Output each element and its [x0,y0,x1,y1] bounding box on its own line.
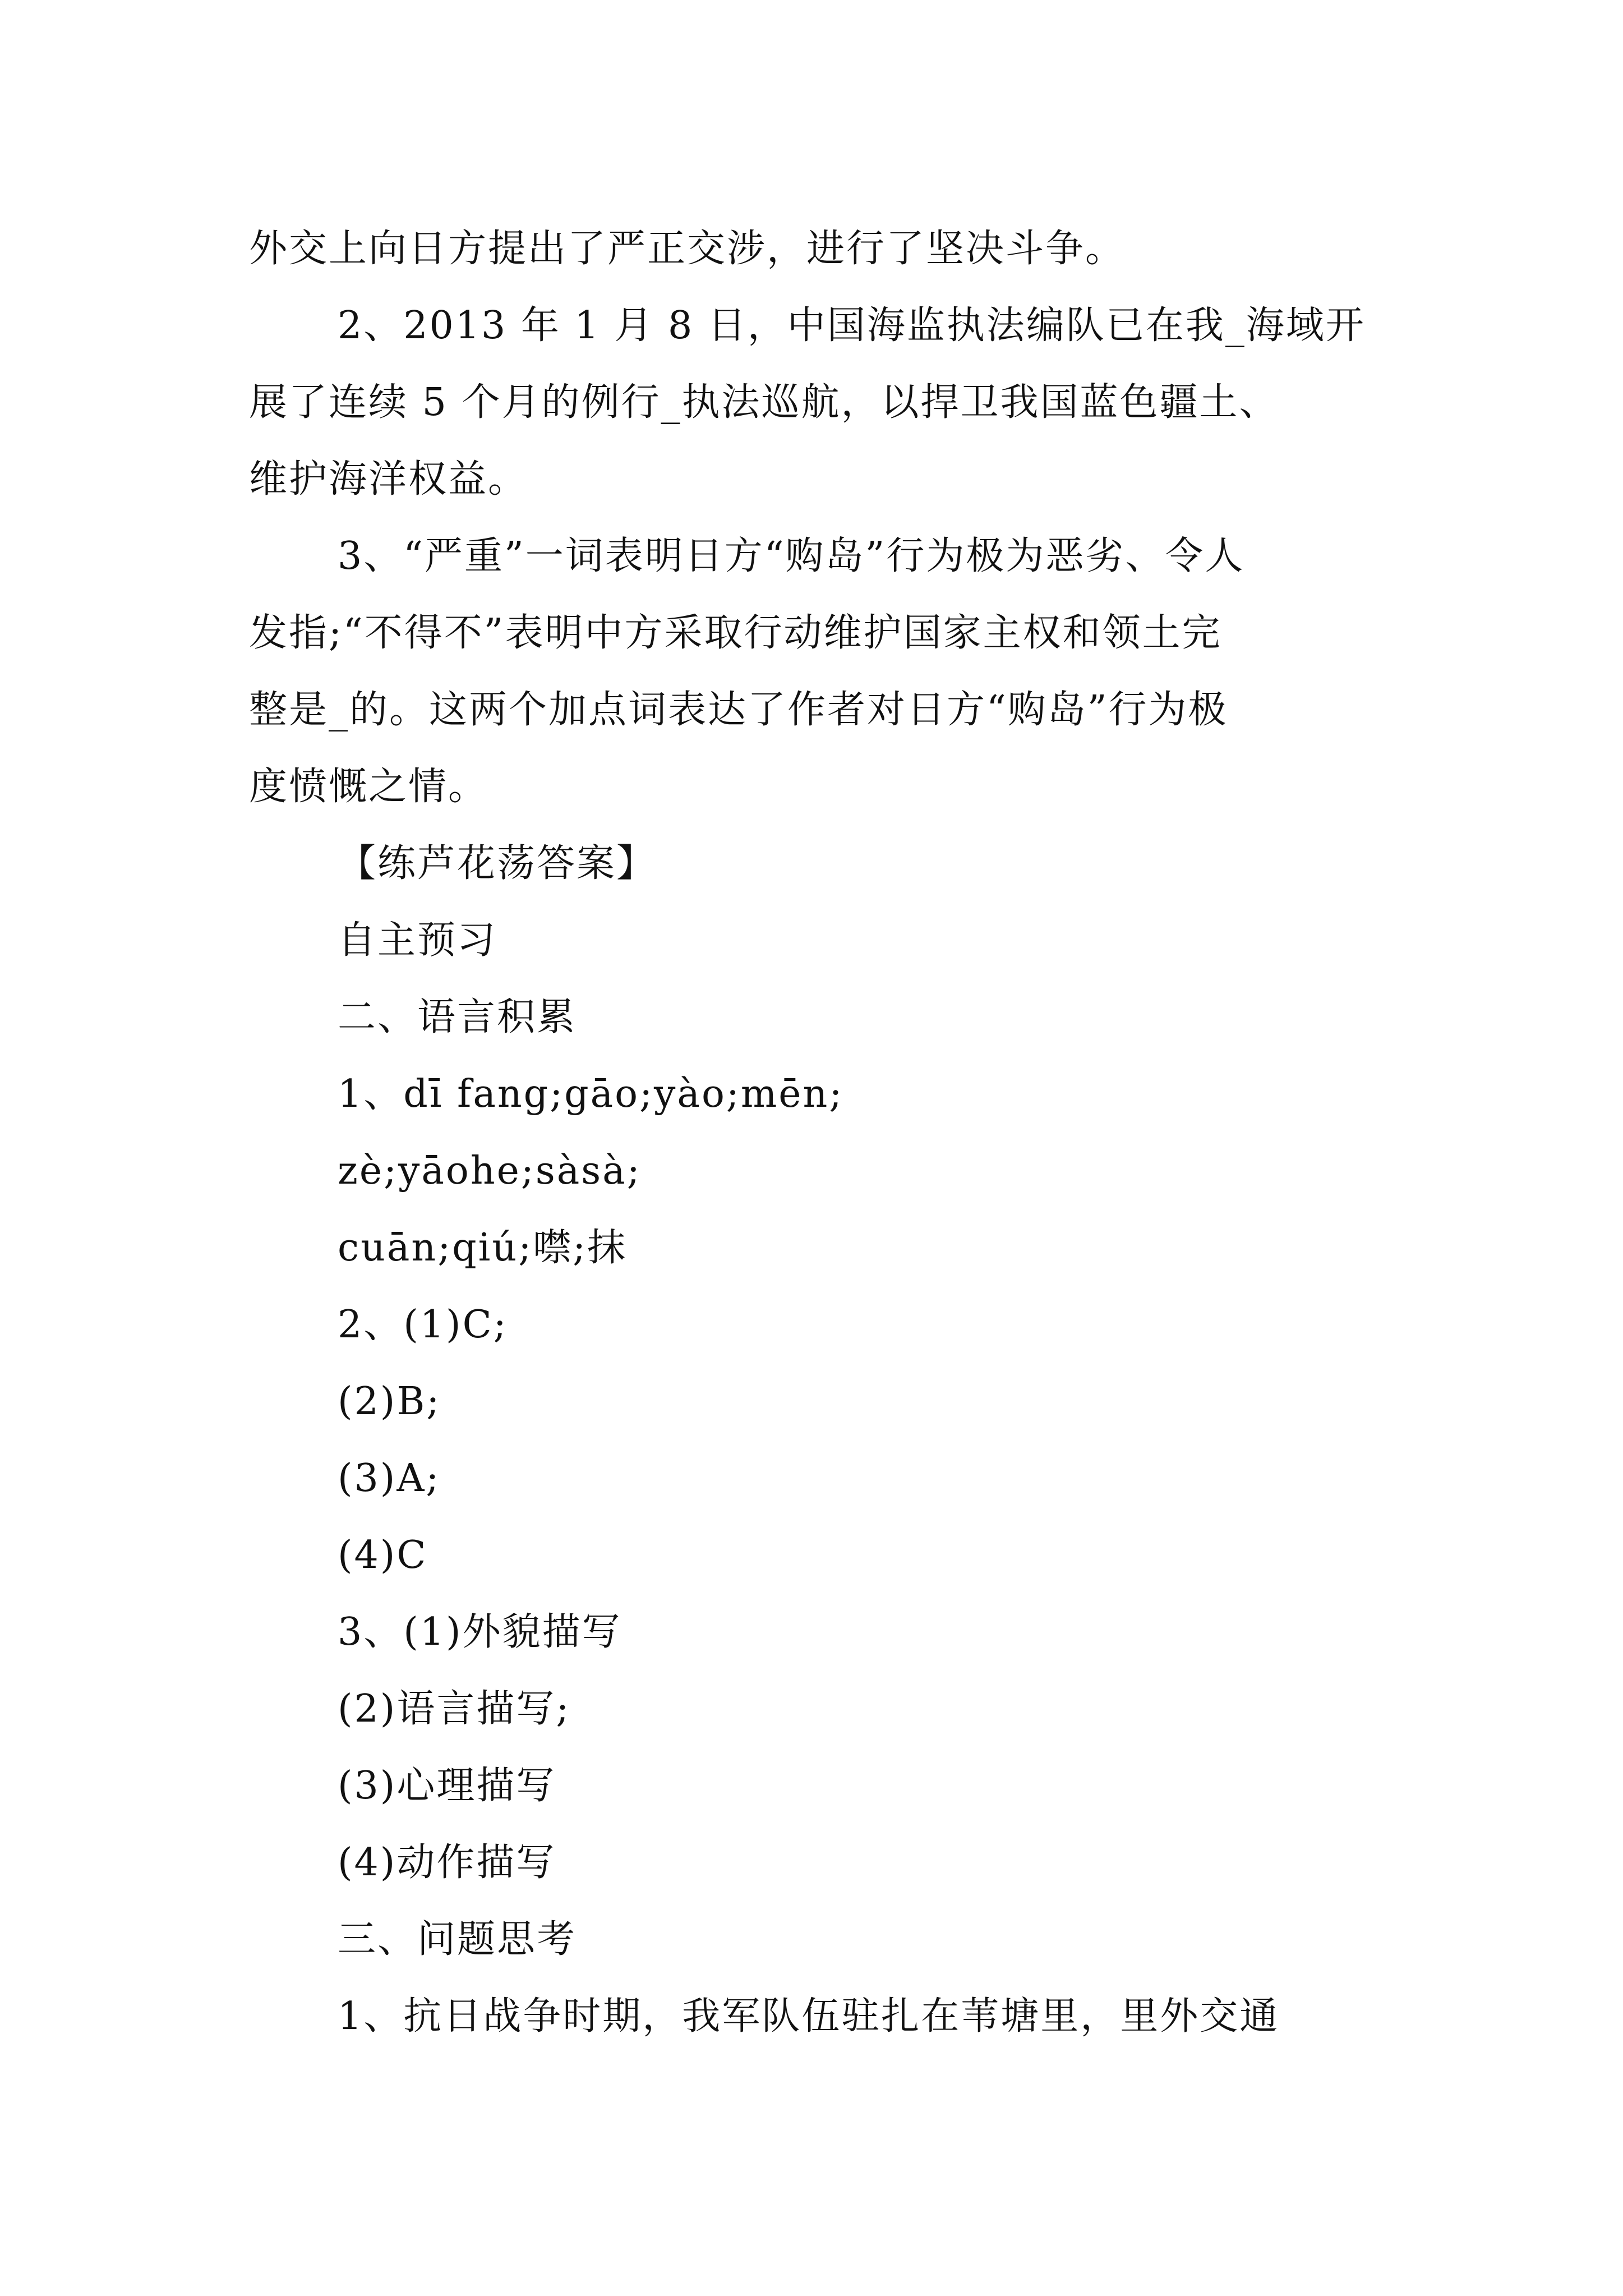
text-line: (2)B; [338,1379,441,1424]
section-heading: 【练芦花荡答案】 [338,841,657,886]
text-line: 1、抗日战争时期，我军队伍驻扎在苇塘里，里外交通 [338,1994,1280,2039]
text-line: 度愤慨之情。 [249,765,488,809]
text-line: 发指;“不得不”表明中方采取行动维护国家主权和领土完 [249,611,1222,655]
text-line: 3、(1)外貌描写 [338,1610,622,1654]
document-body [249,210,1393,2055]
text-line: (3)心理描写 [338,1764,556,1808]
text-line: 2、2013 年 1 月 8 日，中国海监执法编队已在我_海域开 [338,303,1366,348]
text-line: 外交上向日方提出了严正交涉，进行了坚决斗争。 [249,227,1126,271]
text-line: (4)动作描写 [338,1841,556,1885]
text-line: 2、(1)C; [338,1303,508,1347]
text-line: (3)A; [338,1456,441,1501]
subsection-heading: 二、语言积累 [338,995,577,1039]
text-line: (4)C [338,1533,428,1577]
text-line: (2)语言描写; [338,1687,571,1731]
text-line: 整是_的。这两个加点词表达了作者对日方“购岛”行为极 [249,688,1228,732]
text-line: 展了连续 5 个月的例行_执法巡航，以捍卫我国蓝色疆土、 [249,380,1279,425]
subsection-heading: 三、问题思考 [338,1917,577,1962]
text-line: 维护海洋权益。 [249,457,528,501]
subsection-heading: 自主预习 [338,918,497,963]
text-line: zè;yāohe;sàsà; [338,1149,642,1193]
text-line: cuān;qiú;噤;抹 [338,1226,628,1270]
text-line: 1、dī fang;gāo;yào;mēn; [338,1072,844,1116]
text-line: 3、“严重”一词表明日方“购岛”行为极为恶劣、令人 [338,534,1245,578]
